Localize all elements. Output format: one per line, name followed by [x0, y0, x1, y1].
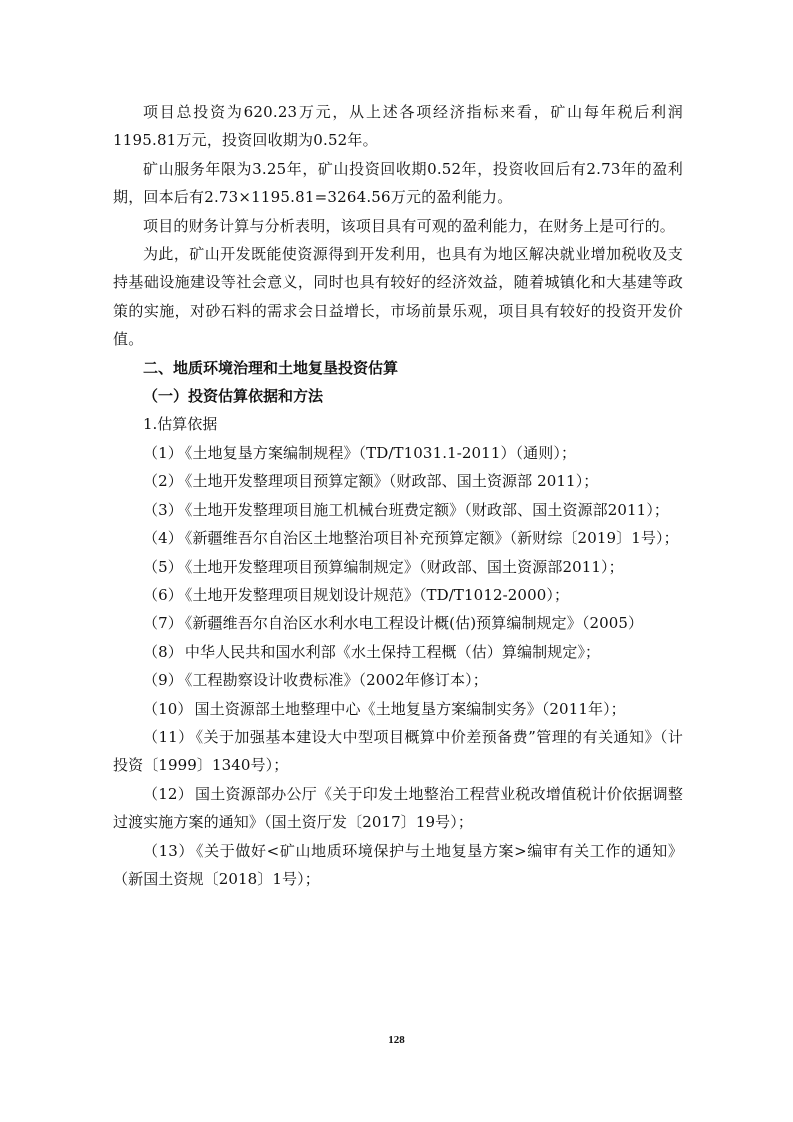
item-number: （5） [143, 557, 183, 576]
item-number: （9） [143, 671, 183, 690]
item-text: 国土资源部土地整理中心《土地复垦方案编制实务》（2011年）； [194, 699, 626, 718]
paragraph-investment: 项目总投资为620.23万元，从上述各项经济指标来看，矿山每年税后利润1195.81万元，投资回收期为0.52年。 [113, 103, 683, 150]
list-item [113, 524, 683, 552]
item-text: 《土地开发整理项目施工机械台班费定额》（财政部、国土资源部2011）； [184, 500, 670, 519]
item-number: （13） [143, 841, 195, 860]
item-text: 《工程勘察设计收费标准》（2002年修订本）； [184, 671, 488, 690]
list-item [113, 837, 683, 894]
list-item [113, 553, 683, 581]
item-number: （6） [143, 585, 183, 604]
item-text: 《土地开发整理项目预算编制规定》（财政部、国土资源部2011）； [184, 557, 624, 576]
item-number: （8） [143, 642, 183, 661]
item-text: 《新疆维吾尔自治区水利水电工程设计概(估)预算编制规定》（2005） [184, 614, 644, 633]
item-number: （4） [143, 529, 183, 548]
item-text: 《土地复垦方案编制规程》（TD/T1031.1-2011）（通则）； [184, 443, 577, 462]
item-number: （11） [143, 727, 194, 746]
list-item [113, 496, 683, 524]
item-number: （12） [143, 784, 193, 803]
list-item [113, 467, 683, 495]
list-item [113, 780, 683, 837]
list-item [113, 666, 683, 694]
page-content [113, 98, 683, 893]
list-item [113, 638, 683, 666]
item-text: 《新疆维吾尔自治区土地整治项目补充预算定额》（新财综〔2019〕1号）； [184, 529, 679, 548]
item-text: 《关于做好<矿山地质环境保护与土地复垦方案>编审有关工作的通知》（新国土资规〔2018〕1号）； [113, 841, 683, 888]
paragraph-service-life: 矿山服务年限为3.25年，矿山投资回收期0.52年，投资收回后有2.73年的盈利期，回本后有2.73×1195.81=3264.56万元的盈利能力。 [113, 159, 683, 207]
item-text: 国土资源部办公厅《关于印发土地整治工程营业税改增值税计价依据调整过渡实施方案的通知》（国土资厅发〔2017〕19号）； [113, 784, 684, 832]
basis-list [113, 439, 683, 894]
list-item [113, 581, 683, 609]
item-text: 中华人民共和国水利部《水土保持工程概（估）算编制规定》； [184, 642, 601, 661]
paragraph-feasibility: 项目的财务计算与分析表明，该项目具有可观的盈利能力，在财务上是可行的。 [143, 216, 676, 235]
section-heading: 二、地质环境治理和土地复垦投资估算 [143, 358, 399, 377]
paragraph-value: 为此，矿山开发既能使资源得到开发利用，也具有为地区解决就业增加税收及支持基础设施建设等社会意义，同时也具有较好的经济效益，随着城镇化和大基建等政策的实施，对砂石料的需求会日益增长，市场前景乐观，项目具有较好的投资开发价值。 [113, 245, 683, 349]
subsection-heading: （一）投资估算依据和方法 [143, 387, 324, 406]
item-text: 《关于加强基本建设大中型项目概算中价差预备费”管理的有关通知》（计投资〔1999〕1340号）； [113, 727, 683, 775]
list-item [113, 695, 683, 723]
item-number: （3） [143, 500, 183, 519]
item-number: （7） [143, 614, 183, 633]
item-text: 《土地开发整理项目规划设计规范》（TD/T1012-2000）； [184, 585, 570, 604]
list-item [113, 723, 683, 780]
item-number: （1） [143, 443, 183, 462]
subsub-heading: 1.估算依据 [143, 415, 218, 434]
item-number: （2） [143, 472, 183, 491]
item-text: 《土地开发整理项目预算定额》（财政部、国土资源部 2011）； [184, 472, 599, 491]
page-number: 128 [388, 1034, 405, 1046]
item-number: （10） [143, 699, 193, 718]
list-item [113, 609, 683, 637]
list-item [113, 439, 683, 467]
